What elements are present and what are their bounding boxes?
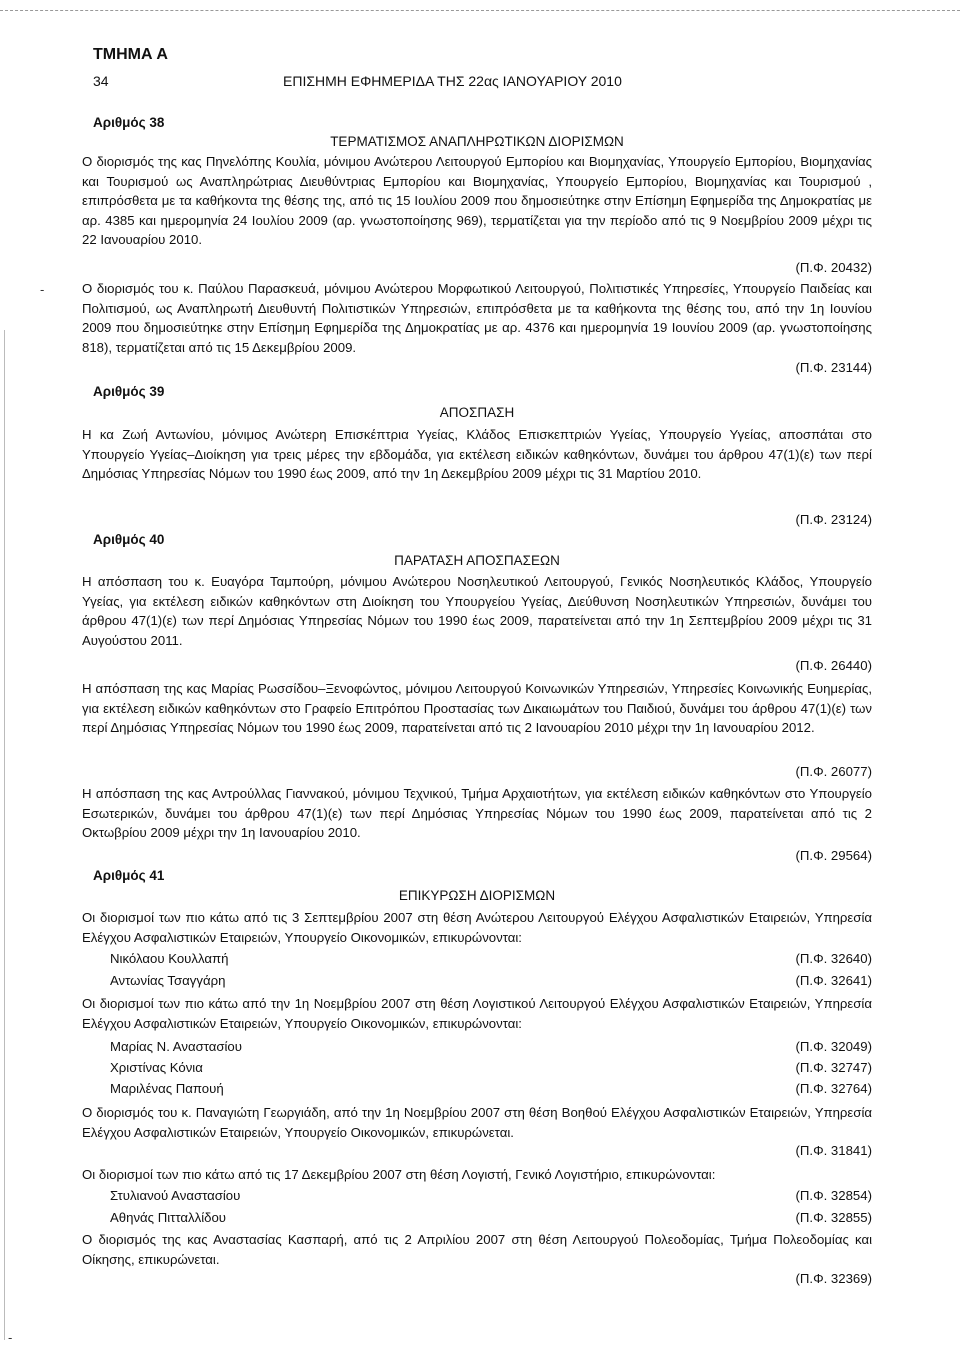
item-38-reference-2: (Π.Φ. 23144) (795, 360, 872, 375)
item-41-paragraph-1: Οι διορισμοί των πιο κάτω από τις 3 Σεπτεμβρίου 2007 στη θέση Ανώτερου Λειτουργού Ελέγχου Ασφαλιστικών Εταιρειών, Υπηρεσία Ελέγχου Ασφαλιστικών Εταιρειών, Υπουργείο Οικονομικών, επικυρώνονται: (82, 910, 872, 945)
appointee-reference: (Π.Φ. 32747) (795, 1060, 872, 1075)
item-40-reference-3: (Π.Φ. 29564) (795, 848, 872, 863)
item-heading-38: ΤΕΡΜΑΤΙΣΜΟΣ ΑΝΑΠΛΗΡΩΤΙΚΩΝ ΔΙΟΡΙΣΜΩΝ (330, 134, 624, 149)
item-39-reference-1: (Π.Φ. 23124) (795, 512, 872, 527)
item-heading-41: ΕΠΙΚΥΡΩΣΗ ΔΙΟΡΙΣΜΩΝ (398, 888, 556, 903)
appointee-name: Μαρίας Ν. Αναστασίου (110, 1039, 242, 1054)
item-number-39: Αριθμός 39 (93, 384, 165, 399)
item-38-paragraph-2: Ο διορισμός του κ. Παύλου Παρασκευά, μόνιμου Ανώτερου Μορφωτικού Λειτουργού, Πολιτιστικές Υπηρεσίες, Υπουργείο Παιδείας και Πολιτισμού, ως Αναπληρωτή Διευθυντή Πολιτιστικών Υπηρεσιών, επιπρόσθετα με τα καθήκοντα της θέσης του, από την 1η Ιουνίου 2009 που δημοσιεύτηκε στην Επίσημη Εφημερίδα της Δημοκρατίας με αρ. 4376 και ημερομηνία 19 Ιουνίου 2009 (αρ. γνωστοποίησης 818), τερματίζεται από τις 15 Δεκεμβρίου 2009. (82, 281, 872, 355)
item-41-paragraph-2: Οι διορισμοί των πιο κάτω από την 1η Νοεμβρίου 2007 στη θέση Λογιστικού Λειτουργού Ελέγχου Ασφαλιστικών Εταιρειών, Υπηρεσία Ελέγχου Ασφαλιστικών Εταιρειών, Υπουργείο Οικονομικών, επικυρώνονται: (82, 996, 872, 1031)
appointee-name: Νικόλαου Κουλλαπή (110, 951, 229, 966)
item-40-reference-1: (Π.Φ. 26440) (795, 658, 872, 673)
item-41-paragraph-5: Ο διορισμός της κας Αναστασίας Κασπαρή, από τις 2 Απριλίου 2007 στη θέση Λειτουργού Πολεοδομίας, Τμήμα Πολεοδομίας και Οίκησης, επικυρώνεται. (82, 1232, 872, 1267)
item-40-paragraph-3: Η απόσπαση της κας Αντρούλλας Γιαννακού, μόνιμου Τεχνικού, Τμήμα Αρχαιοτήτων, για εκτέλεση ειδικών καθηκόντων στο Υπουργείο Εσωτερικών, δυνάμει του άρθρου 47(1)(ε) των περί Δημόσιας Υπηρεσίας Νόμων του 1990 έως 2009, παρατείνεται από τις 2 Οκτωβρίου 2009 μέχρι την 1η Ιανουαρίου 2010. (82, 786, 872, 840)
item-40-reference-2: (Π.Φ. 26077) (795, 764, 872, 779)
section-label: ΤΜΗΜΑ Α (93, 46, 168, 63)
item-number-38: Αριθμός 38 (93, 115, 165, 130)
appointee-reference: (Π.Φ. 32641) (795, 973, 872, 988)
appointee-name: Αντωνίας Τσαγγάρη (110, 973, 226, 988)
item-41-paragraph-4: Οι διορισμοί των πιο κάτω από τις 17 Δεκεμβρίου 2007 στη θέση Λογιστή, Γενικό Λογιστήριο, επικυρώνονται: (82, 1167, 716, 1182)
appointee-reference: (Π.Φ. 32640) (795, 951, 872, 966)
item-41-reference-5: (Π.Φ. 32369) (795, 1271, 872, 1286)
appointee-name: Αθηνάς Πιτταλλίδου (110, 1210, 227, 1225)
appointee-reference: (Π.Φ. 32764) (795, 1081, 872, 1096)
item-41-reference-3: (Π.Φ. 31841) (795, 1143, 872, 1158)
margin-mark: - (8, 1330, 13, 1345)
item-38-paragraph-1: Ο διορισμός της κας Πηνελόπης Κουλία, μόνιμου Ανώτερου Λειτουργού Εμπορίου και Βιομηχανίας, Υπουργείο Εμπορίου, Βιομηχανίας και Τουρισμού ως Αναπληρώτριας Διευθύντριας Εμπορίου και Βιομηχανίας, Υπουργείο Εμπορίου, Βιομηχανίας και Τουρισμού , επιπρόσθετα με τα καθήκοντα της θέσης της, από τις 15 Ιουλίου 2009 που δημοσιεύτηκε στην Επίσημη Εφημερίδα της Δημοκρατίας με αρ. 4385 και ημερομηνία 24 Ιουλίου 2009 (αρ. γνωστοποίησης 969), τερματίζεται για την περίοδο από τις 9 Νοεμβρίου 2009 μέχρι τις 22 Ιανουαρίου 2010. (82, 154, 872, 247)
appointee-reference: (Π.Φ. 32855) (795, 1210, 872, 1225)
appointee-name: Στυλιανού Αναστασίου (110, 1188, 241, 1203)
item-number-41: Αριθμός 41 (93, 868, 165, 883)
appointee-reference: (Π.Φ. 32049) (795, 1039, 872, 1054)
gazette-title: ΕΠΙΣΗΜΗ ΕΦΗΜΕΡΙΔΑ ΤΗΣ 22ας ΙΑΝΟΥΑΡΙΟΥ 2010 (283, 73, 622, 89)
appointee-name: Μαριλένας Παπουή (110, 1081, 224, 1096)
item-39-paragraph-1: Η κα Ζωή Αντωνίου, μόνιμος Ανώτερη Επισκέπτρια Υγείας, Κλάδος Επισκεπτριών Υγείας, Υπουργείο Υγείας, αποσπάται στο Υπουργείο Υγείας–Διοίκηση για τρεις μέρες την εβδομάδα, για εκτέλεση ειδικών καθηκόντων, δυνάμει του άρθρου 47(1)(ε) των περί Δημόσιας Υπηρεσίας Νόμων του 1990 έως 2009, από την 1η Δεκεμβρίου 2009 μέχρι τις 31 Μαρτίου 2010. (82, 427, 872, 481)
item-41-paragraph-3: Ο διορισμός του κ. Παναγιώτη Γεωργιάδη, από την 1η Νοεμβρίου 2007 στη θέση Βοηθού Ελέγχου Ασφαλιστικών Εταιρειών, Υπηρεσία Ελέγχου Ασφαλιστικών Εταιρειών, Υπουργείο Οικονομικών, επικυρώνεται. (82, 1105, 872, 1140)
item-40-paragraph-2: Η απόσπαση της κας Μαρίας Ρωσσίδου–Ξενοφώντος, μόνιμου Λειτουργού Κοινωνικών Υπηρεσιών, Υπηρεσίες Κοινωνικής Ευημερίας, για εκτέλεση ειδικών καθηκόντων στο Γραφείο Επιτρόπου Προστασίας των Δικαιωμάτων του Παιδιού, δυνάμει του άρθρου 47(1)(ε) των περί Δημόσιας Υπηρεσίας Νόμων του 1990 έως 2009, παρατείνεται από τις 2 Ιανουαρίου 2010 μέχρι την 1η Ιανουαρίου 2012. (82, 681, 872, 735)
scan-left-edge (4, 330, 5, 1340)
item-heading-39: ΑΠΟΣΠΑΣΗ (439, 405, 515, 420)
item-40-paragraph-1: Η απόσπαση του κ. Ευαγόρα Ταμπούρη, μόνιμου Ανώτερου Νοσηλευτικού Λειτουργού, Γενικός Νοσηλευτικός Κλάδος, Υπουργείο Υγείας, για εκτέλεση ειδικών καθηκόντων στη Διοίκηση του Υπουργείου Υγείας, Διεύθυνση Νοσηλευτικών Υπηρεσιών, δυνάμει του άρθρου 47(1)(ε) των περί Δημόσιας Υπηρεσίας Νόμων του 1990 έως 2009, παρατείνεται από την 1η Σεπτεμβρίου 2009 μέχρι τις 31 Αυγούστου 2011. (82, 574, 872, 648)
item-38-reference-1: (Π.Φ. 20432) (795, 260, 872, 275)
scan-top-edge (0, 0, 960, 11)
page-number: 34 (93, 73, 109, 89)
item-number-40: Αριθμός 40 (93, 532, 165, 547)
item-heading-40: ΠΑΡΑΤΑΣΗ ΑΠΟΣΠΑΣΕΩΝ (394, 553, 560, 568)
appointee-reference: (Π.Φ. 32854) (795, 1188, 872, 1203)
margin-mark: - (40, 282, 45, 297)
appointee-name: Χριστίνας Κόνια (110, 1060, 203, 1075)
